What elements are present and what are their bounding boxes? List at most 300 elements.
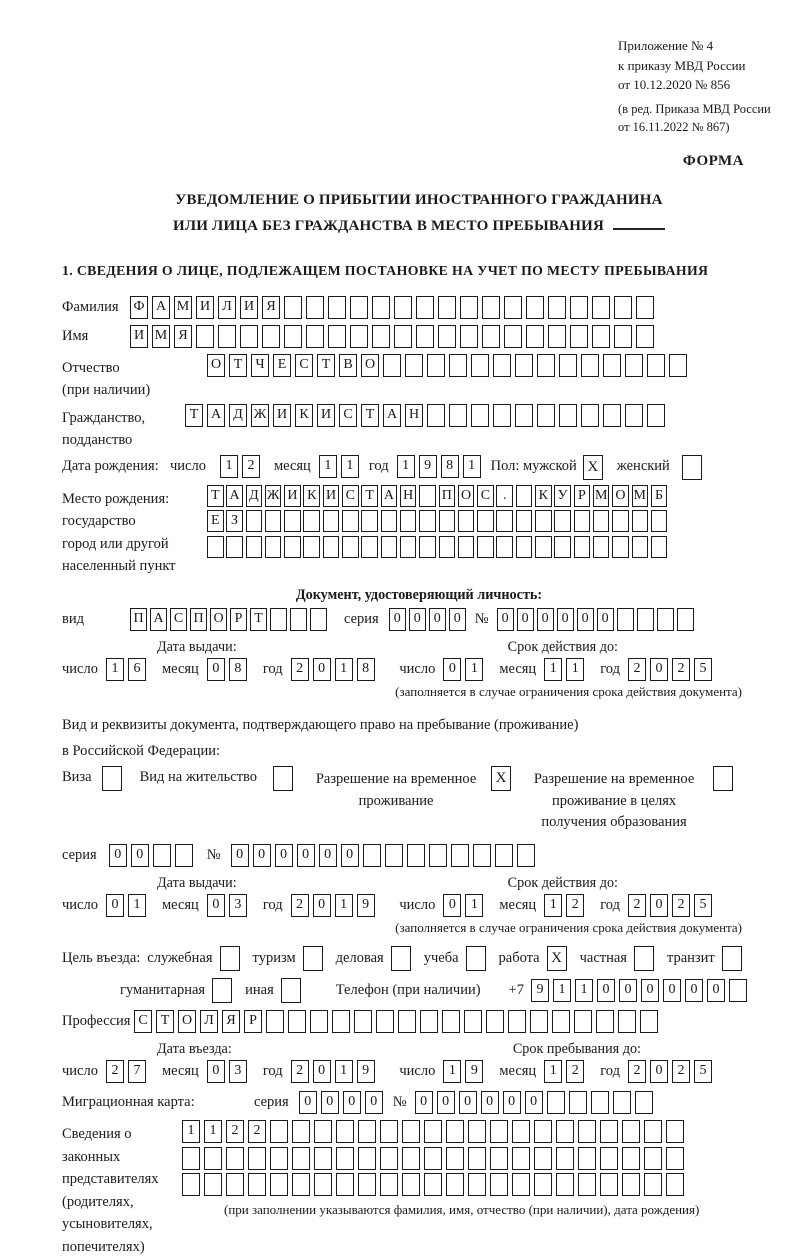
- char-cell[interactable]: [424, 1120, 442, 1143]
- char-cell[interactable]: 2: [242, 455, 260, 478]
- char-cell[interactable]: 0: [497, 608, 514, 631]
- char-cell[interactable]: [644, 1173, 662, 1196]
- char-cell[interactable]: [537, 404, 555, 427]
- char-cell[interactable]: Ж: [265, 485, 282, 507]
- char-cell[interactable]: [477, 536, 494, 558]
- char-cell[interactable]: 0: [557, 608, 574, 631]
- char-cell[interactable]: [574, 510, 591, 532]
- char-cell[interactable]: [516, 485, 533, 507]
- char-cell[interactable]: [632, 536, 649, 558]
- char-cell[interactable]: [405, 354, 423, 377]
- char-cell[interactable]: З: [226, 510, 243, 532]
- char-cell[interactable]: Ж: [251, 404, 269, 427]
- purpose-study-checkbox[interactable]: [466, 946, 486, 971]
- char-cell[interactable]: [625, 404, 643, 427]
- purpose-official-checkbox[interactable]: [220, 946, 240, 971]
- char-cell[interactable]: 0: [429, 608, 446, 631]
- char-cell[interactable]: 1: [128, 894, 146, 917]
- purpose-private-checkbox[interactable]: [634, 946, 654, 971]
- char-cell[interactable]: 2: [566, 894, 584, 917]
- char-cell[interactable]: [182, 1173, 200, 1196]
- char-cell[interactable]: [554, 510, 571, 532]
- char-cell[interactable]: И: [323, 485, 340, 507]
- char-cell[interactable]: [578, 1120, 596, 1143]
- char-cell[interactable]: [336, 1147, 354, 1170]
- char-cell[interactable]: 3: [229, 1060, 247, 1083]
- char-cell[interactable]: С: [170, 608, 187, 631]
- char-cell[interactable]: 1: [443, 1060, 461, 1083]
- char-cell[interactable]: [350, 296, 368, 319]
- char-cell[interactable]: [535, 510, 552, 532]
- char-cell[interactable]: 0: [537, 608, 554, 631]
- char-cell[interactable]: [637, 608, 654, 631]
- char-cell[interactable]: [617, 608, 634, 631]
- char-cell[interactable]: [323, 510, 340, 532]
- purpose-tourism-checkbox[interactable]: [303, 946, 323, 971]
- char-cell[interactable]: 1: [544, 658, 562, 681]
- char-cell[interactable]: [504, 296, 522, 319]
- char-cell[interactable]: О: [458, 485, 475, 507]
- char-cell[interactable]: [581, 354, 599, 377]
- char-cell[interactable]: [358, 1173, 376, 1196]
- char-cell[interactable]: [534, 1173, 552, 1196]
- char-cell[interactable]: [613, 1091, 631, 1114]
- char-cell[interactable]: [493, 404, 511, 427]
- char-cell[interactable]: 2: [672, 894, 690, 917]
- char-cell[interactable]: А: [152, 296, 170, 319]
- char-cell[interactable]: [204, 1147, 222, 1170]
- char-cell[interactable]: [574, 536, 591, 558]
- char-cell[interactable]: П: [439, 485, 456, 507]
- char-cell[interactable]: [314, 1147, 332, 1170]
- char-cell[interactable]: [402, 1120, 420, 1143]
- char-cell[interactable]: [226, 1147, 244, 1170]
- char-cell[interactable]: 1: [544, 894, 562, 917]
- char-cell[interactable]: [336, 1173, 354, 1196]
- char-cell[interactable]: С: [339, 404, 357, 427]
- char-cell[interactable]: [515, 404, 533, 427]
- char-cell[interactable]: [248, 1147, 266, 1170]
- char-cell[interactable]: [292, 1147, 310, 1170]
- char-cell[interactable]: [306, 296, 324, 319]
- purpose-work-checkbox[interactable]: X: [547, 946, 567, 971]
- char-cell[interactable]: [361, 536, 378, 558]
- char-cell[interactable]: [385, 844, 403, 867]
- char-cell[interactable]: 1: [465, 658, 483, 681]
- char-cell[interactable]: 0: [619, 979, 637, 1002]
- char-cell[interactable]: 0: [131, 844, 149, 867]
- char-cell[interactable]: [226, 536, 243, 558]
- char-cell[interactable]: [381, 536, 398, 558]
- char-cell[interactable]: 2: [672, 1060, 690, 1083]
- char-cell[interactable]: 7: [128, 1060, 146, 1083]
- char-cell[interactable]: [570, 325, 588, 348]
- char-cell[interactable]: [603, 354, 621, 377]
- char-cell[interactable]: П: [130, 608, 147, 631]
- char-cell[interactable]: 0: [313, 1060, 331, 1083]
- char-cell[interactable]: 1: [220, 455, 238, 478]
- char-cell[interactable]: [262, 325, 280, 348]
- char-cell[interactable]: [508, 1010, 526, 1033]
- char-cell[interactable]: А: [226, 485, 243, 507]
- char-cell[interactable]: 0: [481, 1091, 499, 1114]
- char-cell[interactable]: И: [273, 404, 291, 427]
- char-cell[interactable]: [240, 325, 258, 348]
- char-cell[interactable]: 0: [650, 658, 668, 681]
- char-cell[interactable]: [600, 1173, 618, 1196]
- char-cell[interactable]: [439, 536, 456, 558]
- char-cell[interactable]: [246, 536, 263, 558]
- char-cell[interactable]: Ф: [130, 296, 148, 319]
- char-cell[interactable]: 0: [459, 1091, 477, 1114]
- char-cell[interactable]: О: [612, 485, 629, 507]
- char-cell[interactable]: [226, 1173, 244, 1196]
- char-cell[interactable]: [625, 354, 643, 377]
- char-cell[interactable]: Я: [262, 296, 280, 319]
- char-cell[interactable]: 0: [597, 979, 615, 1002]
- char-cell[interactable]: 0: [231, 844, 249, 867]
- char-cell[interactable]: [547, 1091, 565, 1114]
- char-cell[interactable]: 1: [335, 1060, 353, 1083]
- char-cell[interactable]: [534, 1147, 552, 1170]
- char-cell[interactable]: [196, 325, 214, 348]
- char-cell[interactable]: 0: [409, 608, 426, 631]
- char-cell[interactable]: 8: [441, 455, 459, 478]
- char-cell[interactable]: [473, 844, 491, 867]
- char-cell[interactable]: [632, 510, 649, 532]
- char-cell[interactable]: С: [342, 485, 359, 507]
- char-cell[interactable]: [460, 325, 478, 348]
- char-cell[interactable]: Т: [156, 1010, 174, 1033]
- char-cell[interactable]: И: [284, 485, 301, 507]
- purpose-transit-checkbox[interactable]: [722, 946, 742, 971]
- char-cell[interactable]: 2: [291, 658, 309, 681]
- char-cell[interactable]: [350, 325, 368, 348]
- char-cell[interactable]: [496, 510, 513, 532]
- char-cell[interactable]: [548, 296, 566, 319]
- char-cell[interactable]: [486, 1010, 504, 1033]
- char-cell[interactable]: [490, 1147, 508, 1170]
- char-cell[interactable]: 0: [415, 1091, 433, 1114]
- char-cell[interactable]: [400, 510, 417, 532]
- char-cell[interactable]: 5: [694, 1060, 712, 1083]
- char-cell[interactable]: 0: [319, 844, 337, 867]
- char-cell[interactable]: [556, 1120, 574, 1143]
- char-cell[interactable]: [416, 296, 434, 319]
- char-cell[interactable]: А: [383, 404, 401, 427]
- char-cell[interactable]: 1: [182, 1120, 200, 1143]
- char-cell[interactable]: 2: [291, 1060, 309, 1083]
- char-cell[interactable]: 0: [650, 894, 668, 917]
- char-cell[interactable]: [284, 536, 301, 558]
- char-cell[interactable]: 1: [575, 979, 593, 1002]
- char-cell[interactable]: Т: [185, 404, 203, 427]
- char-cell[interactable]: [290, 608, 307, 631]
- char-cell[interactable]: [677, 608, 694, 631]
- char-cell[interactable]: [407, 844, 425, 867]
- char-cell[interactable]: [303, 510, 320, 532]
- char-cell[interactable]: Б: [651, 485, 668, 507]
- char-cell[interactable]: [292, 1173, 310, 1196]
- char-cell[interactable]: [592, 296, 610, 319]
- char-cell[interactable]: К: [303, 485, 320, 507]
- char-cell[interactable]: 1: [463, 455, 481, 478]
- char-cell[interactable]: [328, 296, 346, 319]
- char-cell[interactable]: И: [317, 404, 335, 427]
- char-cell[interactable]: Н: [405, 404, 423, 427]
- char-cell[interactable]: .: [496, 485, 513, 507]
- char-cell[interactable]: [464, 1010, 482, 1033]
- char-cell[interactable]: [574, 1010, 592, 1033]
- char-cell[interactable]: 1: [319, 455, 337, 478]
- char-cell[interactable]: [504, 325, 522, 348]
- char-cell[interactable]: [647, 404, 665, 427]
- char-cell[interactable]: [429, 844, 447, 867]
- char-cell[interactable]: Т: [229, 354, 247, 377]
- char-cell[interactable]: 2: [628, 658, 646, 681]
- char-cell[interactable]: [419, 485, 436, 507]
- char-cell[interactable]: [471, 354, 489, 377]
- char-cell[interactable]: [526, 325, 544, 348]
- char-cell[interactable]: [314, 1120, 332, 1143]
- char-cell[interactable]: М: [593, 485, 610, 507]
- char-cell[interactable]: [559, 404, 577, 427]
- char-cell[interactable]: [446, 1173, 464, 1196]
- char-cell[interactable]: [372, 325, 390, 348]
- char-cell[interactable]: [270, 608, 287, 631]
- char-cell[interactable]: Я: [174, 325, 192, 348]
- char-cell[interactable]: Н: [400, 485, 417, 507]
- char-cell[interactable]: 5: [694, 658, 712, 681]
- char-cell[interactable]: А: [207, 404, 225, 427]
- char-cell[interactable]: [381, 510, 398, 532]
- char-cell[interactable]: [398, 1010, 416, 1033]
- char-cell[interactable]: [460, 296, 478, 319]
- char-cell[interactable]: [303, 536, 320, 558]
- char-cell[interactable]: [622, 1120, 640, 1143]
- char-cell[interactable]: 0: [525, 1091, 543, 1114]
- char-cell[interactable]: [666, 1173, 684, 1196]
- char-cell[interactable]: [578, 1173, 596, 1196]
- char-cell[interactable]: 0: [443, 658, 461, 681]
- char-cell[interactable]: 6: [128, 658, 146, 681]
- char-cell[interactable]: 2: [566, 1060, 584, 1083]
- char-cell[interactable]: 0: [641, 979, 659, 1002]
- char-cell[interactable]: [512, 1120, 530, 1143]
- char-cell[interactable]: [416, 325, 434, 348]
- char-cell[interactable]: [420, 1010, 438, 1033]
- char-cell[interactable]: [270, 1147, 288, 1170]
- char-cell[interactable]: [569, 1091, 587, 1114]
- char-cell[interactable]: К: [535, 485, 552, 507]
- char-cell[interactable]: 0: [313, 894, 331, 917]
- char-cell[interactable]: [495, 844, 513, 867]
- char-cell[interactable]: [292, 1120, 310, 1143]
- char-cell[interactable]: [593, 536, 610, 558]
- char-cell[interactable]: [446, 1120, 464, 1143]
- char-cell[interactable]: [516, 536, 533, 558]
- char-cell[interactable]: [666, 1147, 684, 1170]
- char-cell[interactable]: [578, 1147, 596, 1170]
- char-cell[interactable]: 0: [299, 1091, 317, 1114]
- char-cell[interactable]: [376, 1010, 394, 1033]
- char-cell[interactable]: [451, 844, 469, 867]
- char-cell[interactable]: [342, 536, 359, 558]
- char-cell[interactable]: [419, 536, 436, 558]
- char-cell[interactable]: [270, 1120, 288, 1143]
- char-cell[interactable]: [336, 1120, 354, 1143]
- char-cell[interactable]: [288, 1010, 306, 1033]
- char-cell[interactable]: 0: [663, 979, 681, 1002]
- char-cell[interactable]: Я: [222, 1010, 240, 1033]
- char-cell[interactable]: [265, 536, 282, 558]
- char-cell[interactable]: [636, 325, 654, 348]
- char-cell[interactable]: [266, 1010, 284, 1033]
- char-cell[interactable]: [342, 510, 359, 532]
- char-cell[interactable]: [556, 1173, 574, 1196]
- char-cell[interactable]: Т: [317, 354, 335, 377]
- char-cell[interactable]: [424, 1173, 442, 1196]
- char-cell[interactable]: [380, 1120, 398, 1143]
- char-cell[interactable]: [614, 325, 632, 348]
- char-cell[interactable]: [458, 510, 475, 532]
- char-cell[interactable]: [358, 1147, 376, 1170]
- char-cell[interactable]: [516, 510, 533, 532]
- char-cell[interactable]: 0: [443, 894, 461, 917]
- char-cell[interactable]: [591, 1091, 609, 1114]
- char-cell[interactable]: 0: [297, 844, 315, 867]
- char-cell[interactable]: 0: [341, 844, 359, 867]
- char-cell[interactable]: М: [152, 325, 170, 348]
- char-cell[interactable]: 9: [357, 1060, 375, 1083]
- char-cell[interactable]: [490, 1173, 508, 1196]
- char-cell[interactable]: У: [554, 485, 571, 507]
- visa-checkbox[interactable]: [102, 766, 122, 791]
- char-cell[interactable]: 1: [335, 894, 353, 917]
- char-cell[interactable]: [592, 325, 610, 348]
- char-cell[interactable]: 0: [449, 608, 466, 631]
- purpose-business-checkbox[interactable]: [391, 946, 411, 971]
- char-cell[interactable]: [596, 1010, 614, 1033]
- char-cell[interactable]: [153, 844, 171, 867]
- char-cell[interactable]: 3: [229, 894, 247, 917]
- char-cell[interactable]: 1: [566, 658, 584, 681]
- char-cell[interactable]: 0: [650, 1060, 668, 1083]
- char-cell[interactable]: [554, 536, 571, 558]
- char-cell[interactable]: 1: [465, 894, 483, 917]
- char-cell[interactable]: Е: [207, 510, 224, 532]
- char-cell[interactable]: [383, 354, 401, 377]
- char-cell[interactable]: [600, 1147, 618, 1170]
- char-cell[interactable]: [612, 536, 629, 558]
- char-cell[interactable]: Р: [230, 608, 247, 631]
- char-cell[interactable]: 1: [204, 1120, 222, 1143]
- char-cell[interactable]: [559, 354, 577, 377]
- char-cell[interactable]: [442, 1010, 460, 1033]
- char-cell[interactable]: [310, 1010, 328, 1033]
- char-cell[interactable]: [328, 325, 346, 348]
- char-cell[interactable]: [535, 536, 552, 558]
- char-cell[interactable]: И: [130, 325, 148, 348]
- char-cell[interactable]: [449, 404, 467, 427]
- char-cell[interactable]: С: [477, 485, 494, 507]
- char-cell[interactable]: [284, 325, 302, 348]
- char-cell[interactable]: [612, 510, 629, 532]
- char-cell[interactable]: [468, 1120, 486, 1143]
- char-cell[interactable]: 2: [628, 894, 646, 917]
- char-cell[interactable]: 9: [531, 979, 549, 1002]
- char-cell[interactable]: [603, 404, 621, 427]
- char-cell[interactable]: [310, 608, 327, 631]
- char-cell[interactable]: [644, 1147, 662, 1170]
- char-cell[interactable]: 0: [207, 1060, 225, 1083]
- char-cell[interactable]: П: [190, 608, 207, 631]
- char-cell[interactable]: [482, 325, 500, 348]
- char-cell[interactable]: [265, 510, 282, 532]
- char-cell[interactable]: 0: [343, 1091, 361, 1114]
- char-cell[interactable]: [458, 536, 475, 558]
- char-cell[interactable]: 2: [628, 1060, 646, 1083]
- char-cell[interactable]: [394, 296, 412, 319]
- char-cell[interactable]: [530, 1010, 548, 1033]
- char-cell[interactable]: [424, 1147, 442, 1170]
- char-cell[interactable]: 0: [275, 844, 293, 867]
- char-cell[interactable]: [284, 510, 301, 532]
- char-cell[interactable]: [614, 296, 632, 319]
- char-cell[interactable]: Т: [207, 485, 224, 507]
- char-cell[interactable]: 0: [597, 608, 614, 631]
- char-cell[interactable]: С: [295, 354, 313, 377]
- char-cell[interactable]: [207, 536, 224, 558]
- char-cell[interactable]: [284, 296, 302, 319]
- char-cell[interactable]: [644, 1120, 662, 1143]
- char-cell[interactable]: 5: [694, 894, 712, 917]
- char-cell[interactable]: 9: [419, 455, 437, 478]
- char-cell[interactable]: 0: [437, 1091, 455, 1114]
- char-cell[interactable]: [246, 510, 263, 532]
- char-cell[interactable]: М: [174, 296, 192, 319]
- char-cell[interactable]: [570, 296, 588, 319]
- char-cell[interactable]: [618, 1010, 636, 1033]
- char-cell[interactable]: 1: [335, 658, 353, 681]
- char-cell[interactable]: [552, 1010, 570, 1033]
- char-cell[interactable]: [361, 510, 378, 532]
- char-cell[interactable]: [512, 1147, 530, 1170]
- char-cell[interactable]: [468, 1173, 486, 1196]
- char-cell[interactable]: [427, 354, 445, 377]
- char-cell[interactable]: [372, 296, 390, 319]
- char-cell[interactable]: 1: [341, 455, 359, 478]
- char-cell[interactable]: [306, 325, 324, 348]
- char-cell[interactable]: Д: [229, 404, 247, 427]
- char-cell[interactable]: [581, 404, 599, 427]
- char-cell[interactable]: 0: [321, 1091, 339, 1114]
- char-cell[interactable]: [394, 325, 412, 348]
- char-cell[interactable]: [548, 325, 566, 348]
- char-cell[interactable]: В: [339, 354, 357, 377]
- char-cell[interactable]: [438, 296, 456, 319]
- char-cell[interactable]: 0: [577, 608, 594, 631]
- char-cell[interactable]: Е: [273, 354, 291, 377]
- char-cell[interactable]: Ч: [251, 354, 269, 377]
- char-cell[interactable]: 0: [106, 894, 124, 917]
- char-cell[interactable]: [669, 354, 687, 377]
- char-cell[interactable]: [380, 1147, 398, 1170]
- char-cell[interactable]: [402, 1173, 420, 1196]
- char-cell[interactable]: [556, 1147, 574, 1170]
- male-checkbox[interactable]: X: [583, 455, 603, 480]
- char-cell[interactable]: [380, 1173, 398, 1196]
